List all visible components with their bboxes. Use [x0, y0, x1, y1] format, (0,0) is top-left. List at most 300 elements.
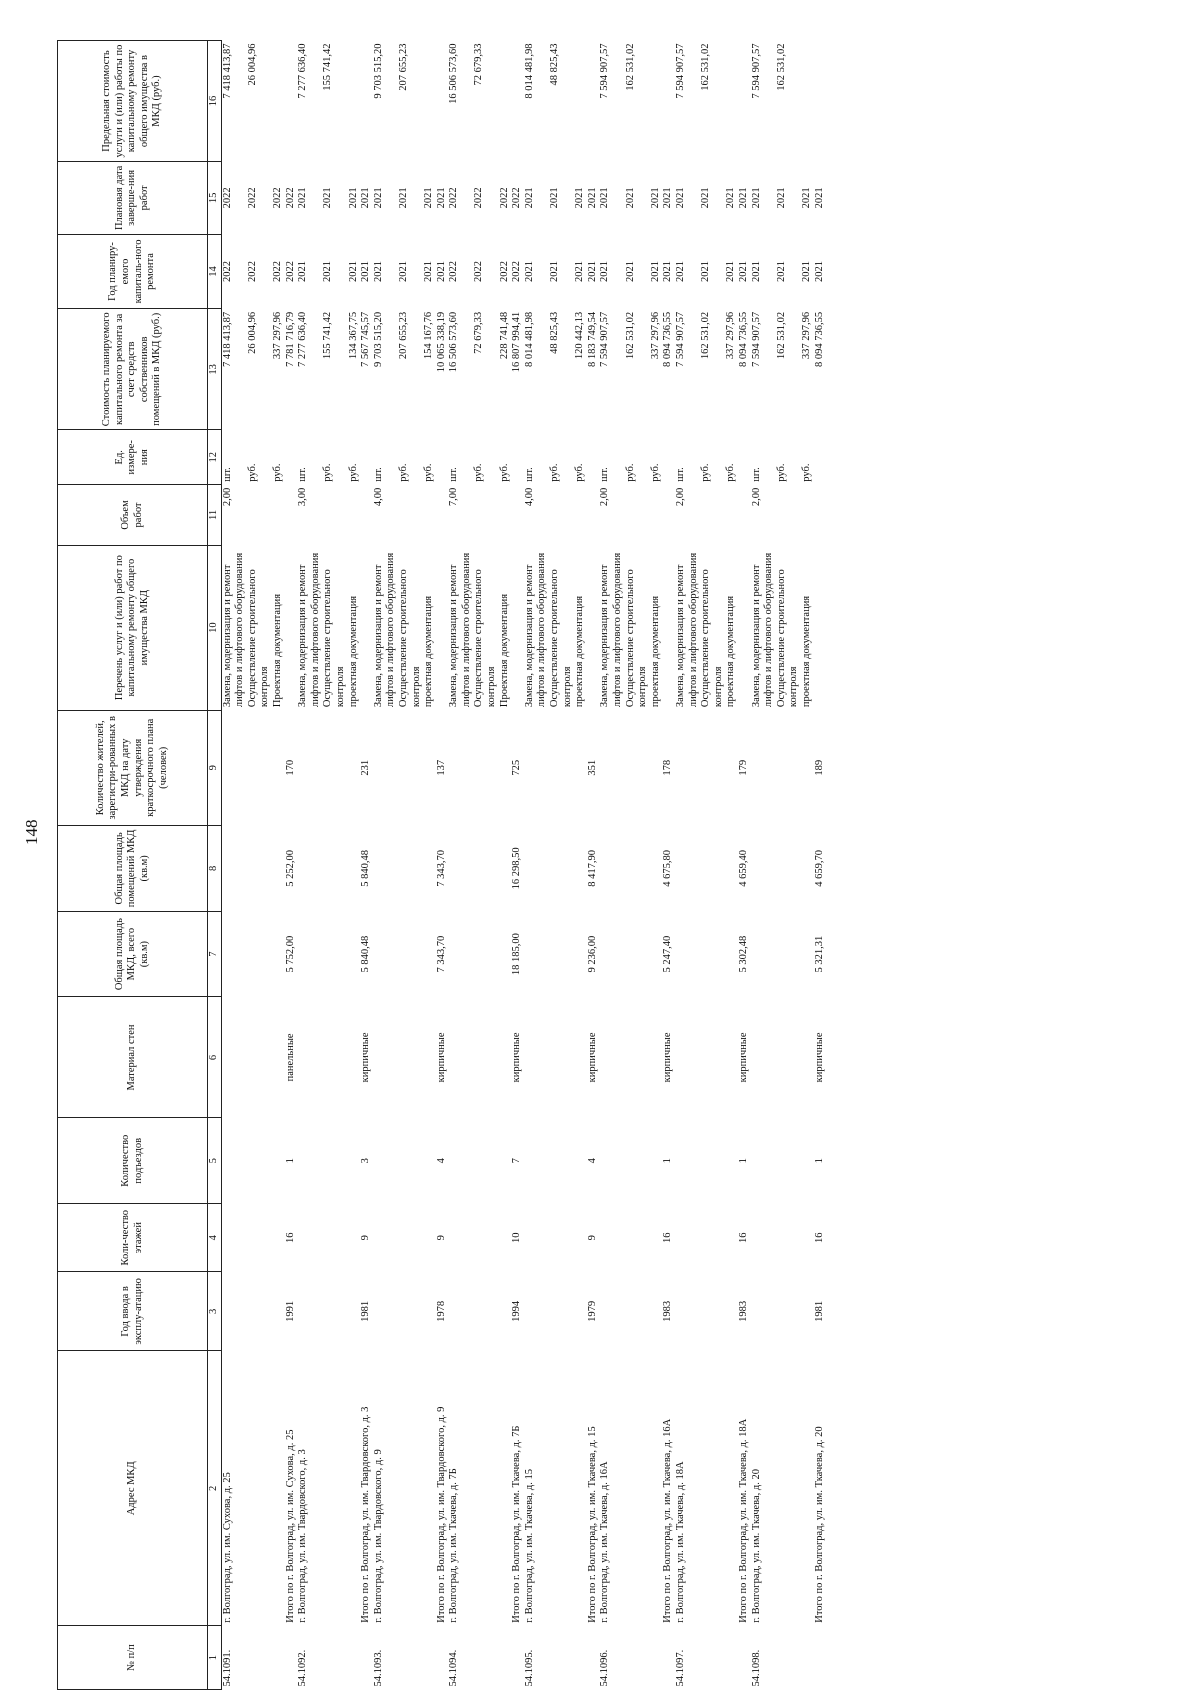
header-repair-year: Год планиру-емого капиталь-ного ремонта: [58, 234, 208, 309]
entrances: [776, 1118, 801, 1204]
area-total: [499, 911, 512, 997]
work-limit: 26 004,96: [246, 43, 258, 86]
work-unit: руб.: [549, 463, 561, 482]
work-volume: [625, 485, 650, 545]
work-volume: [776, 485, 801, 545]
record-number: [574, 1626, 587, 1690]
record-number: 54.1095.: [523, 1649, 535, 1687]
work-name: Проектная документация: [498, 593, 510, 708]
entrances: [801, 1118, 814, 1204]
area-premises: [473, 826, 498, 912]
year-built: 1979: [586, 1300, 598, 1322]
work-cost: 72 679,33: [473, 311, 485, 354]
rotated-table-container: [57, 40, 1157, 1690]
total-row: [511, 41, 524, 1690]
entrances: 7: [511, 1158, 523, 1164]
work-limit: [360, 41, 373, 162]
residents: 179: [737, 759, 749, 776]
entrances: [297, 1118, 322, 1204]
year-built: [297, 1272, 322, 1351]
year-built: [499, 1272, 512, 1351]
work-year: 2021: [523, 260, 535, 282]
work-volume: [549, 485, 574, 545]
record-number: [398, 1626, 423, 1690]
work-name: [662, 545, 675, 710]
work-limit: [738, 41, 751, 162]
work-unit: [814, 430, 827, 485]
work-volume: [436, 485, 449, 545]
header-unit: Ед. измере-ния: [58, 430, 208, 485]
work-unit: руб.: [649, 463, 661, 482]
address: г. Волгоград, ул. им. Ткачева, д. 18А: [674, 1461, 686, 1623]
area-total: [221, 911, 247, 997]
year-built: 1978: [435, 1300, 447, 1322]
work-unit: шт.: [372, 467, 384, 482]
work-year: 2021: [700, 260, 712, 282]
work-unit: руб.: [498, 463, 510, 482]
floors: [247, 1204, 272, 1272]
address: г. Волгоград, ул. им. Твардовского, д. 9: [372, 1449, 384, 1623]
work-cost: 162 531,02: [700, 311, 712, 360]
work-limit: [348, 41, 361, 162]
entrances: [473, 1118, 498, 1204]
header-works: Перечень услуг и (или) работ по капитальному ремонту общего имущества МКД: [58, 545, 208, 710]
work-volume: [423, 485, 436, 545]
residents: [524, 710, 549, 825]
year-built: [373, 1272, 398, 1351]
area-premises: [247, 826, 272, 912]
residents: 351: [586, 759, 598, 776]
floors: [751, 1204, 776, 1272]
work-limit: 16 506 573,60: [448, 43, 460, 104]
area-premises: [725, 826, 738, 912]
work-volume: [285, 485, 298, 545]
address: [574, 1351, 587, 1626]
residents: [373, 710, 398, 825]
work-year: 2021: [347, 260, 359, 282]
area-premises: 5 840,48: [360, 850, 372, 887]
entrances: [322, 1118, 347, 1204]
area-premises: [423, 826, 436, 912]
work-name: проектная документация: [800, 595, 812, 708]
work-cost: 16 506 573,60: [448, 311, 460, 373]
table-row: [221, 41, 247, 1690]
floors: [574, 1204, 587, 1272]
wall-material: [549, 997, 574, 1118]
total-end: 2021: [360, 187, 372, 209]
header-area-total: Общая площадь МКД, всего (кв.м): [58, 911, 208, 997]
total-row: [738, 41, 751, 1690]
work-year: 2022: [448, 260, 460, 282]
header-num: № п/п: [58, 1626, 208, 1690]
residents: 231: [360, 759, 372, 776]
wall-material: кирпичные: [586, 1032, 598, 1083]
residents: [221, 710, 247, 825]
work-end: 2021: [397, 187, 409, 209]
wall-material: [776, 997, 801, 1118]
residents: [448, 710, 473, 825]
wall-material: [373, 997, 398, 1118]
work-cost: 7 594 907,57: [750, 311, 762, 367]
work-limit: 9 703 515,20: [372, 43, 384, 99]
total-cost: 16 807 994,41: [511, 311, 523, 373]
work-end: 2022: [473, 187, 485, 209]
residents: [297, 710, 322, 825]
wall-material: [650, 997, 663, 1118]
work-name: Осуществление строительного контроля: [624, 569, 649, 708]
work-volume: 2,00: [221, 487, 233, 507]
work-name: проектная документация: [649, 595, 661, 708]
work-limit: 7 594 907,57: [750, 43, 762, 99]
residents: [801, 710, 814, 825]
work-year: 2021: [725, 260, 737, 282]
area-total: 5 321,31: [813, 935, 825, 973]
table-row: [373, 41, 398, 1690]
record-number: [473, 1626, 498, 1690]
total-year: 2022: [511, 260, 523, 282]
work-end: 2022: [498, 187, 510, 209]
wall-material: кирпичные: [737, 1032, 749, 1083]
entrances: 4: [435, 1158, 447, 1164]
record-number: [725, 1626, 738, 1690]
record-number: 54.1097.: [674, 1649, 686, 1687]
residents: [423, 710, 436, 825]
work-limit: [511, 41, 524, 162]
wall-material: [700, 997, 725, 1118]
work-limit: 7 418 413,87: [221, 43, 233, 99]
work-volume: 2,00: [599, 487, 611, 507]
area-total: [348, 911, 361, 997]
area-premises: 4 659,40: [737, 850, 749, 887]
area-premises: 4 675,80: [662, 850, 674, 887]
work-cost: 337 297,96: [725, 311, 737, 360]
year-built: [247, 1272, 272, 1351]
header-address: Адрес МКД: [58, 1351, 208, 1626]
table-row: [725, 41, 738, 1690]
wall-material: кирпичные: [813, 1032, 825, 1083]
record-number: [776, 1626, 801, 1690]
work-name: Осуществление строительного контроля: [246, 569, 271, 708]
work-name: Замена, модернизация и ремонт лифтов и лифтового оборудования: [750, 552, 775, 708]
floors: [297, 1204, 322, 1272]
year-built: 1981: [360, 1300, 372, 1322]
total-year: 2021: [435, 260, 447, 282]
work-volume: 4,00: [523, 487, 535, 507]
record-number: [423, 1626, 436, 1690]
wall-material: панельные: [284, 1033, 296, 1082]
total-year: 2021: [360, 260, 372, 282]
work-year: 2021: [750, 260, 762, 282]
work-volume: [662, 485, 675, 545]
year-built: [473, 1272, 498, 1351]
total-label: Итого по г. Волгоград, ул. им. Ткачева, д. 15: [586, 1426, 598, 1623]
page-number: 148: [22, 819, 41, 845]
area-premises: [373, 826, 398, 912]
area-premises: 7 343,70: [435, 850, 447, 887]
work-cost: 155 741,42: [322, 311, 334, 360]
floors: 16: [284, 1232, 296, 1243]
table-body: [221, 41, 826, 1690]
year-built: [751, 1272, 776, 1351]
total-row: [436, 41, 449, 1690]
work-name: [511, 545, 524, 710]
header-limit: Предельная стоимость услуги и (или) работы по капитальному ремонту общего имущества в МКД (руб.): [58, 41, 208, 162]
work-limit: [662, 41, 675, 162]
work-limit: [436, 41, 449, 162]
year-built: [398, 1272, 423, 1351]
record-number: [662, 1626, 675, 1690]
floors: 10: [511, 1232, 523, 1243]
residents: [549, 710, 574, 825]
wall-material: [524, 997, 549, 1118]
table-row: [423, 41, 436, 1690]
work-unit: руб.: [347, 463, 359, 482]
floors: [650, 1204, 663, 1272]
year-built: 1994: [511, 1300, 523, 1322]
area-premises: [751, 826, 776, 912]
table-row: [700, 41, 725, 1690]
work-name: [285, 545, 298, 710]
work-limit: 7 594 907,57: [674, 43, 686, 99]
area-premises: [322, 826, 347, 912]
address: [499, 1351, 512, 1626]
wall-material: [625, 997, 650, 1118]
work-unit: шт.: [674, 467, 686, 482]
total-row: [814, 41, 827, 1690]
work-name: Осуществление строительного контроля: [775, 569, 800, 708]
work-volume: [650, 485, 663, 545]
work-unit: руб.: [423, 463, 435, 482]
col-number: 15: [208, 162, 222, 235]
address: г. Волгоград, ул. им. Ткачева, д. 15: [523, 1469, 535, 1623]
residents: [725, 710, 738, 825]
area-total: [423, 911, 436, 997]
entrances: [625, 1118, 650, 1204]
area-premises: [675, 826, 700, 912]
work-limit: 162 531,02: [775, 43, 787, 91]
area-total: [776, 911, 801, 997]
work-unit: [360, 430, 373, 485]
floors: [473, 1204, 498, 1272]
table-row: [599, 41, 624, 1690]
work-unit: шт.: [297, 467, 309, 482]
record-number: 54.1094.: [448, 1649, 460, 1687]
total-end: 2021: [586, 187, 598, 209]
work-name: [436, 545, 449, 710]
total-year: 2021: [813, 260, 825, 282]
area-premises: [650, 826, 663, 912]
work-unit: руб.: [322, 463, 334, 482]
work-volume: [725, 485, 738, 545]
floors: 9: [586, 1235, 598, 1241]
year-built: [599, 1272, 624, 1351]
header-end-date: Плановая дата заверше-ния работ: [58, 162, 208, 235]
entrances: [725, 1118, 738, 1204]
total-cost: 8 183 749,54: [586, 311, 598, 367]
floors: [373, 1204, 398, 1272]
work-name: Проектная документация: [271, 593, 283, 708]
record-number: [348, 1626, 361, 1690]
area-total: 18 185,00: [511, 933, 523, 976]
work-name: Замена, модернизация и ремонт лифтов и лифтового оборудования: [448, 552, 472, 708]
residents: [348, 710, 361, 825]
total-row: [360, 41, 373, 1690]
table-row: [549, 41, 574, 1690]
floors: [776, 1204, 801, 1272]
floors: [272, 1204, 285, 1272]
work-end: 2021: [775, 187, 787, 209]
address: г. Волгоград, ул. им. Ткачева, д. 20: [750, 1469, 762, 1623]
record-number: [587, 1626, 600, 1690]
work-cost: 337 297,96: [271, 311, 283, 360]
work-cost: 337 297,96: [800, 311, 812, 360]
floors: [398, 1204, 423, 1272]
record-number: [436, 1626, 449, 1690]
residents: [650, 710, 663, 825]
col-number: 3: [208, 1272, 222, 1351]
total-label: Итого по г. Волгоград, ул. им. Ткачева, д. 16А: [662, 1418, 674, 1623]
table-row: [650, 41, 663, 1690]
work-year: 2021: [800, 260, 812, 282]
record-number: [814, 1626, 827, 1690]
area-total: [297, 911, 322, 997]
year-built: [725, 1272, 738, 1351]
work-end: 2021: [624, 187, 636, 209]
col-number: 12: [208, 430, 222, 485]
address: [348, 1351, 361, 1626]
work-volume: [247, 485, 272, 545]
total-cost: 8 094 736,55: [662, 311, 674, 367]
work-name: Замена, модернизация и ремонт лифтов и лифтового оборудования: [372, 552, 397, 708]
area-premises: 4 659,70: [813, 850, 825, 887]
year-built: [221, 1272, 247, 1351]
col-number: 2: [208, 1351, 222, 1626]
record-number: [272, 1626, 285, 1690]
work-end: 2021: [347, 187, 359, 209]
work-name: [814, 545, 827, 710]
total-label: Итого по г. Волгоград, ул. им. Твардовского, д. 9: [435, 1406, 447, 1623]
residents: 178: [662, 759, 674, 776]
total-row: [285, 41, 298, 1690]
area-premises: [700, 826, 725, 912]
table-row: [751, 41, 776, 1690]
total-cost: 8 094 736,55: [813, 311, 825, 367]
floors: 16: [662, 1232, 674, 1243]
work-unit: руб.: [397, 463, 409, 482]
total-end: 2022: [511, 187, 523, 209]
work-volume: [499, 485, 512, 545]
table-row: [272, 41, 285, 1690]
work-unit: шт.: [448, 467, 460, 482]
work-year: 2022: [473, 260, 485, 282]
floors: [348, 1204, 361, 1272]
work-cost: 120 442,13: [574, 311, 586, 360]
entrances: 1: [737, 1158, 749, 1164]
area-premises: [801, 826, 814, 912]
work-year: 2022: [271, 260, 283, 282]
year-built: [574, 1272, 587, 1351]
work-unit: [738, 430, 751, 485]
work-end: 2021: [372, 187, 384, 209]
header-row: [58, 41, 208, 1690]
entrances: [448, 1118, 473, 1204]
work-unit: руб.: [725, 463, 737, 482]
table-row: [473, 41, 498, 1690]
work-cost: 7 594 907,57: [674, 311, 686, 367]
work-volume: [272, 485, 285, 545]
col-number: 5: [208, 1118, 222, 1204]
total-year: 2021: [662, 260, 674, 282]
column-number-row: [208, 41, 222, 1690]
work-unit: руб.: [775, 463, 787, 482]
area-premises: [221, 826, 247, 912]
area-total: [398, 911, 423, 997]
work-limit: [725, 41, 738, 162]
work-volume: [511, 485, 524, 545]
work-unit: [511, 430, 524, 485]
work-name: [587, 545, 600, 710]
entrances: 1: [662, 1158, 674, 1164]
entrances: [650, 1118, 663, 1204]
total-end: 2021: [813, 187, 825, 209]
work-end: 2021: [322, 187, 334, 209]
work-unit: [662, 430, 675, 485]
work-cost: 207 655,23: [397, 311, 409, 360]
entrances: [348, 1118, 361, 1204]
total-label: Итого по г. Волгоград, ул. им. Сухова, д. 25: [284, 1429, 296, 1623]
work-name: проектная документация: [725, 595, 737, 708]
work-name: Замена, модернизация и ремонт лифтов и лифтового оборудования: [297, 552, 321, 708]
wall-material: [725, 997, 738, 1118]
work-name: проектная документация: [347, 595, 359, 708]
record-number: [247, 1626, 272, 1690]
entrances: [599, 1118, 624, 1204]
total-year: 2021: [737, 260, 749, 282]
floors: [221, 1204, 247, 1272]
address: [725, 1351, 738, 1626]
work-unit: руб.: [624, 463, 636, 482]
work-end: 2021: [297, 187, 309, 209]
table-row: [448, 41, 473, 1690]
work-unit: руб.: [473, 463, 485, 482]
record-number: [801, 1626, 814, 1690]
area-total: [322, 911, 347, 997]
residents: [751, 710, 776, 825]
address: [700, 1351, 725, 1626]
area-total: [801, 911, 814, 997]
floors: [322, 1204, 347, 1272]
floors: 9: [435, 1235, 447, 1241]
work-name: Замена, модернизация и ремонт лифтов и лифтового оборудования: [221, 552, 246, 708]
floors: [625, 1204, 650, 1272]
year-built: 1983: [737, 1300, 749, 1322]
entrances: [549, 1118, 574, 1204]
table-row: [297, 41, 322, 1690]
address: г. Волгоград, ул. им. Ткачева, д. 7Б: [448, 1468, 460, 1623]
record-number: [511, 1626, 524, 1690]
entrances: 1: [813, 1158, 825, 1164]
entrances: 4: [586, 1158, 598, 1164]
area-premises: 8 417,90: [586, 850, 598, 887]
record-number: 54.1093.: [372, 1649, 384, 1687]
address: [423, 1351, 436, 1626]
col-number: 4: [208, 1204, 222, 1272]
floors: 16: [813, 1232, 825, 1243]
residents: [776, 710, 801, 825]
area-total: [675, 911, 700, 997]
area-total: 5 247,40: [662, 935, 674, 973]
work-volume: [738, 485, 751, 545]
